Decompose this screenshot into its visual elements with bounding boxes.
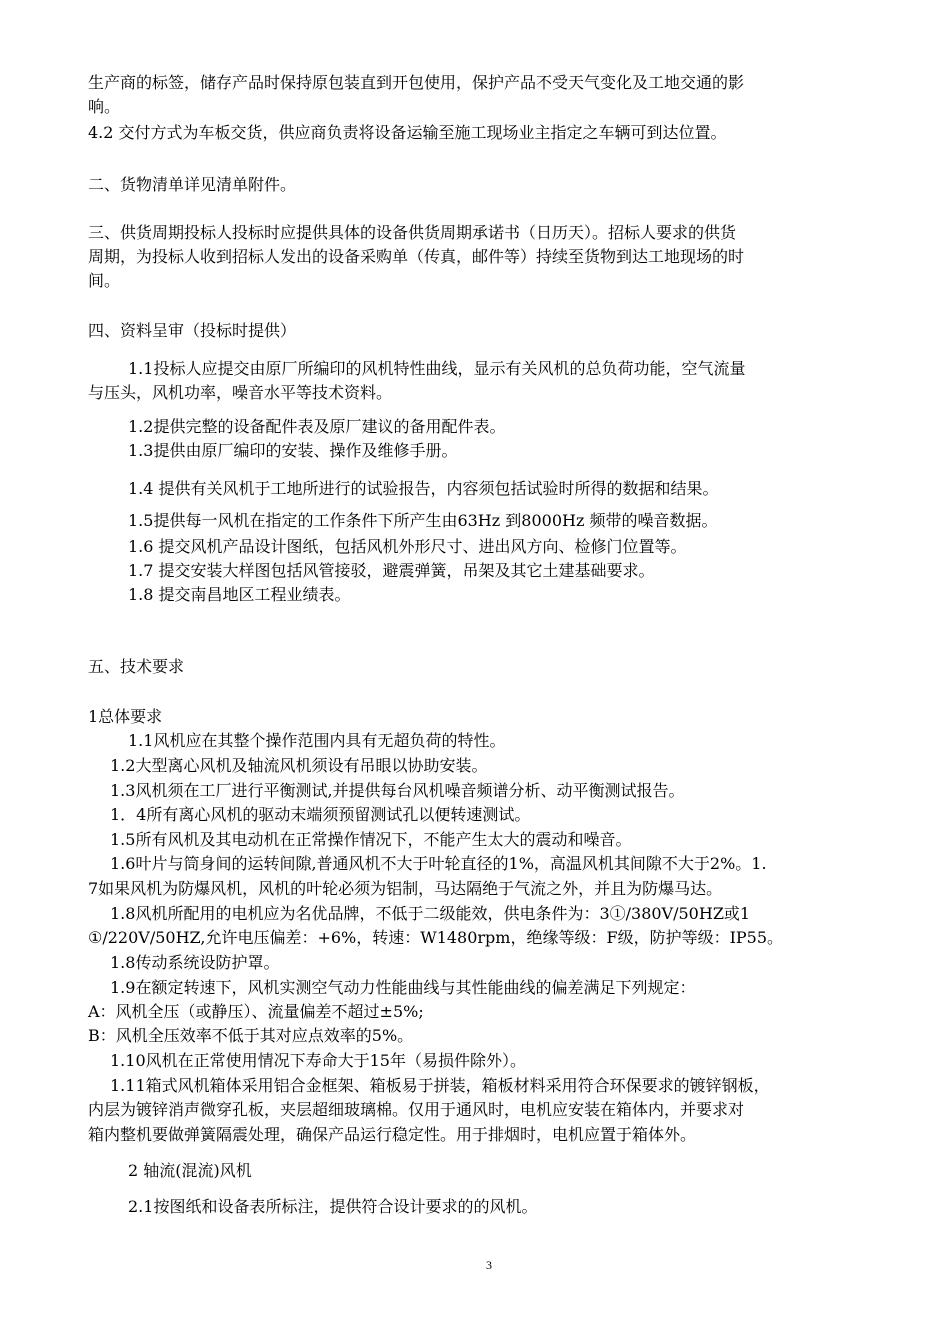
section-heading: 五、技术要求 bbox=[88, 657, 185, 676]
text-line: 7如果风机为防爆风机，风机的叶轮必须为铝制，马达隔绝于气流之外，并且为防爆马达。 bbox=[88, 879, 723, 898]
text-line: 1.8风机所配用的电机应为名优品牌，不低于二级能效，供电条件为：3①/380V/50HZ或1 bbox=[110, 904, 751, 923]
section-heading: 四、资料呈审（投标时提供） bbox=[88, 321, 297, 340]
text-line: 1.5所有风机及其电动机在正常操作情况下，不能产生太大的震动和噪音。 bbox=[110, 830, 632, 849]
text-line: 响。 bbox=[88, 97, 121, 116]
page-number: 3 bbox=[486, 1258, 492, 1272]
text-line: 1.1投标人应提交由原厂所编印的风机特性曲线，显示有关风机的总负荷功能，空气流量 bbox=[128, 359, 746, 378]
text-line: 1.4 提供有关风机于工地所进行的试验报告，内容须包括试验时所得的数据和结果。 bbox=[128, 479, 719, 498]
text-line: 1.3提供由原厂编印的安装、操作及维修手册。 bbox=[128, 441, 458, 460]
text-line: 1．4所有离心风机的驱动末端须预留测试孔以便转速测试。 bbox=[110, 805, 531, 824]
text-line: B：风机全压效率不低于其对应点效率的5%。 bbox=[88, 1026, 414, 1045]
section-heading: 二、货物清单详见清单附件。 bbox=[88, 175, 297, 194]
text-line: 1.1风机应在其整个操作范围内具有无超负荷的特性。 bbox=[128, 731, 506, 750]
text-line: 内层为镀锌消声微穿孔板，夹层超细玻璃棉。仅用于通风时，电机应安装在箱体内，并要求对 bbox=[88, 1100, 745, 1119]
text-line: 1.9在额定转速下，风机实测空气动力性能曲线与其性能曲线的偏差满足下列规定： bbox=[110, 978, 696, 997]
text-line: 与压头，风机功率，噪音水平等技术资料。 bbox=[88, 383, 393, 402]
text-line: 1.8传动系统设防护罩。 bbox=[110, 953, 280, 972]
text-line: 1.7 提交安装大样图包括风管接驳，避震弹簧，吊架及其它土建基础要求。 bbox=[128, 561, 655, 580]
text-line: 1.5提供每一风机在指定的工作条件下所产生由63Hz 到8000Hz 频带的噪音数据。 bbox=[128, 511, 718, 530]
text-line: 箱内整机要做弹簧隔震处理，确保产品运行稳定性。用于排烟时，电机应置于箱体外。 bbox=[88, 1125, 697, 1144]
text-line: 1.2提供完整的设备配件表及原厂建议的备用配件表。 bbox=[128, 417, 506, 436]
text-line: 1.11箱式风机箱体采用铝合金框架、箱板易于拼装，箱板材料采用符合环保要求的镀锌钢板， bbox=[110, 1076, 770, 1095]
text-line: 生产商的标签，储存产品时保持原包装直到开包使用，保护产品不受天气变化及工地交通的影 bbox=[88, 73, 745, 92]
text-line: 间。 bbox=[88, 271, 121, 290]
text-line: 周期，为投标人收到招标人发出的设备采购单（传真，邮件等）持续至货物到达工地现场的时 bbox=[88, 247, 745, 266]
text-line: 三、供货周期投标人投标时应提供具体的设备供货周期承诺书（日历天）。招标人要求的供货 bbox=[88, 223, 737, 242]
subsection-heading: 2 轴流(混流)风机 bbox=[128, 1161, 252, 1180]
text-line: 1.6 提交风机产品设计图纸，包括风机外形尺寸、进出风方向、检修门位置等。 bbox=[128, 537, 687, 556]
text-line: A：风机全压（或静压）、流量偏差不超过±5%; bbox=[88, 1002, 424, 1021]
subsection-heading: 1总体要求 bbox=[88, 707, 163, 726]
text-line: 1.2大型离心风机及轴流风机须设有吊眼以协助安装。 bbox=[110, 756, 488, 775]
text-line: ①/220V/50HZ,允许电压偏差：+6%，转速：W1480rpm，绝缘等级：F级，防护等级：IP55。 bbox=[88, 928, 784, 947]
text-line: 1.8 提交南昌地区工程业绩表。 bbox=[128, 585, 351, 604]
text-line: 1.6叶片与筒身间的运转间隙,普通风机不大于叶轮直径的1%，高温风机其间隙不大于2%。1. bbox=[110, 854, 767, 873]
text-line: 1.10风机在正常使用情况下寿命大于15年（易损件除外）。 bbox=[110, 1051, 526, 1070]
text-line: 2.1按图纸和设备表所标注，提供符合设计要求的的风机。 bbox=[128, 1197, 538, 1216]
text-line: 1.3风机须在工厂进行平衡测试,并提供每台风机噪音频谱分析、动平衡测试报告。 bbox=[110, 781, 685, 800]
text-line: 4.2 交付方式为车板交货，供应商负责将设备运输至施工现场业主指定之车辆可到达位置。 bbox=[88, 123, 727, 142]
